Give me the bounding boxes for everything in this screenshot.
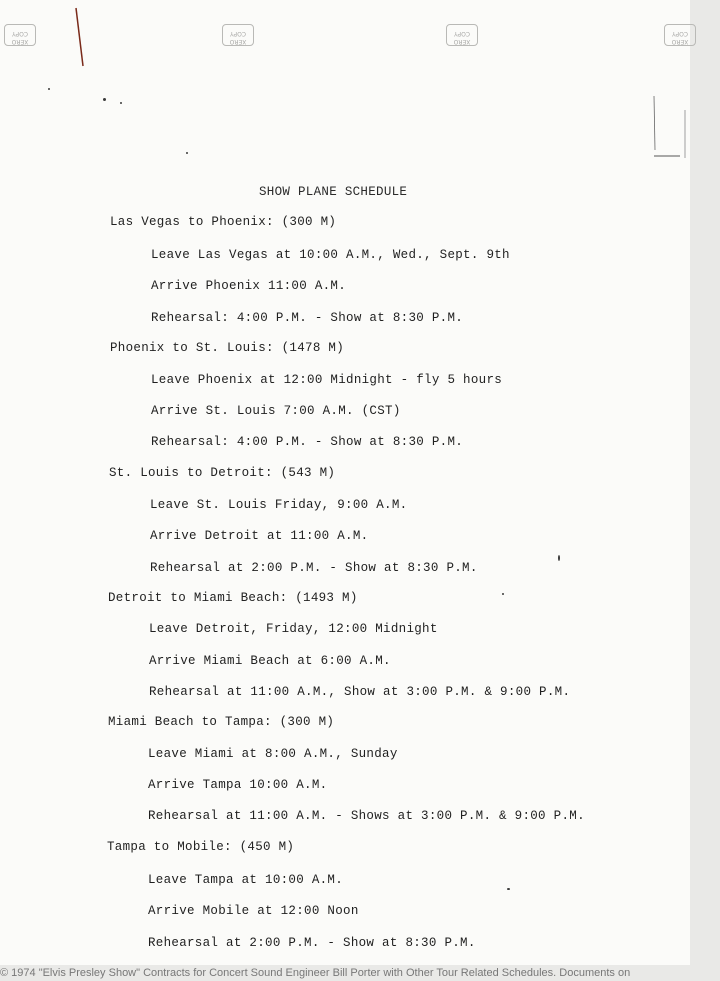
leg-rehearsal: Rehearsal at 2:00 P.M. - Show at 8:30 P.M.: [148, 936, 476, 950]
leg-rehearsal: Rehearsal: 4:00 P.M. - Show at 8:30 P.M.: [151, 311, 464, 325]
leg-arrival: Arrive Detroit at 11:00 A.M.: [150, 529, 369, 543]
leg-rehearsal: Rehearsal at 11:00 A.M., Show at 3:00 P.M. & 9:00 P.M.: [149, 685, 571, 699]
xerocopy-stamp: XERO COPY: [446, 24, 478, 46]
page-title: SHOW PLANE SCHEDULE: [259, 185, 408, 199]
leg-route: Las Vegas to Phoenix: (300 M): [110, 215, 337, 229]
speck: [186, 152, 188, 154]
leg-rehearsal: Rehearsal: 4:00 P.M. - Show at 8:30 P.M.: [151, 435, 464, 449]
speck: [558, 555, 560, 561]
speck: [103, 98, 106, 101]
leg-route: Miami Beach to Tampa: (300 M): [108, 715, 335, 729]
image-caption: © 1974 "Elvis Presley Show" Contracts for Concert Sound Engineer Bill Porter with Other Tour Related Schedules. Documents on: [0, 966, 720, 981]
leg-route: Detroit to Miami Beach: (1493 M): [108, 591, 358, 605]
leg-departure: Leave St. Louis Friday, 9:00 A.M.: [150, 498, 408, 512]
leg-rehearsal: Rehearsal at 2:00 P.M. - Show at 8:30 P.M.: [150, 561, 478, 575]
leg-arrival: Arrive Tampa 10:00 A.M.: [148, 778, 328, 792]
leg-route: Tampa to Mobile: (450 M): [107, 840, 295, 854]
leg-route: St. Louis to Detroit: (543 M): [109, 466, 336, 480]
speck: [120, 102, 122, 104]
leg-arrival: Arrive Mobile at 12:00 Noon: [148, 904, 359, 918]
leg-arrival: Arrive St. Louis 7:00 A.M. (CST): [151, 404, 401, 418]
speck: [48, 88, 50, 90]
speck: [502, 593, 504, 595]
xerocopy-stamp: XERO COPY: [4, 24, 36, 46]
leg-departure: Leave Detroit, Friday, 12:00 Midnight: [149, 622, 438, 636]
leg-arrival: Arrive Miami Beach at 6:00 A.M.: [149, 654, 391, 668]
leg-route: Phoenix to St. Louis: (1478 M): [110, 341, 345, 355]
speck: [507, 888, 510, 890]
leg-departure: Leave Miami at 8:00 A.M., Sunday: [148, 747, 398, 761]
leg-departure: Leave Tampa at 10:00 A.M.: [148, 873, 344, 887]
leg-rehearsal: Rehearsal at 11:00 A.M. - Shows at 3:00 P.M. & 9:00 P.M.: [148, 809, 585, 823]
leg-departure: Leave Las Vegas at 10:00 A.M., Wed., Sept. 9th: [151, 248, 510, 262]
leg-arrival: Arrive Phoenix 11:00 A.M.: [151, 279, 347, 293]
xerocopy-stamp: XERO COPY: [664, 24, 696, 46]
xerocopy-stamp: XERO COPY: [222, 24, 254, 46]
leg-departure: Leave Phoenix at 12:00 Midnight - fly 5 hours: [151, 373, 503, 387]
